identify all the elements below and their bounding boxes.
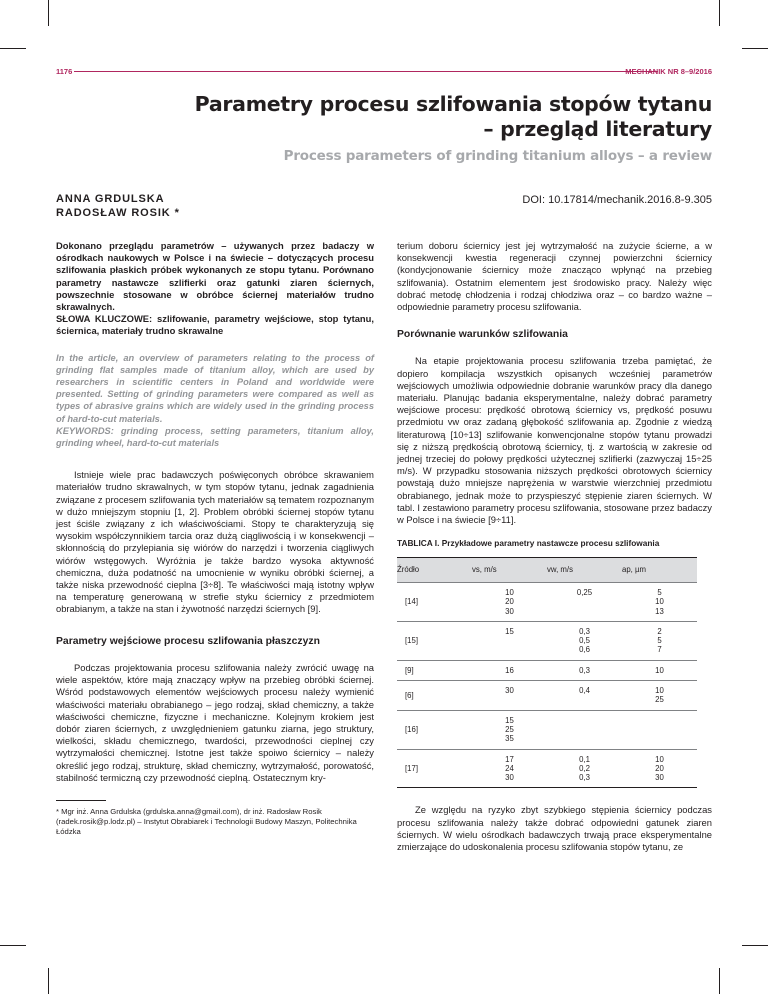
author-name: ANNA GRDULSKA (56, 193, 165, 205)
crop-mark (0, 945, 26, 946)
table-cell: 0,25 (547, 582, 622, 621)
table-cell: [15] (397, 621, 472, 660)
table-cell: 10 25 (622, 681, 697, 711)
title-line-2: – przegląd literatury (483, 117, 712, 141)
crop-mark (719, 968, 720, 994)
doi-link[interactable]: DOI: 10.17814/mechanik.2016.8-9.305 (522, 194, 712, 206)
article-subtitle: Process parameters of grinding titanium alloys – a review (283, 148, 712, 164)
table-row (397, 660, 697, 680)
table-cell: 0,4 (547, 681, 622, 711)
table-caption: TABLICA I. Przykładowe parametry nastawcze procesu szlifowania (397, 538, 660, 549)
continued-paragraph: terium doboru ściernicy jest jej wytrzymałość na zużycie ścierne, a w konsekwencji kwestia regeneracji czynnej powierzchni ściernicy (kondycjonowanie ściernicy może znacząco wpłynąć na przebieg szlifowania). Ostatnim elementem jest środowisko pracy. Należy więc dobrać metodę chłodzenia i rodzaj chłodziwa oraz – co bardzo ważne – odpowiednie parametry procesu szlifowania. (397, 240, 712, 313)
abstract-en (56, 352, 374, 450)
abstract-en-text: In the article, an overview of parameters relating to the process of grinding flat samples made of titanium alloy, which are used by researchers in scientific centers in Poland and worldwide were presented. Setting of grinding parameters were compared as well as types of abrasive grains which are widely used in the grinding process of hard-to-cut materials. (56, 352, 374, 424)
table-header-row (397, 557, 697, 582)
section-paragraph: Podczas projektowania procesu szlifowania należy zwrócić uwagę na wiele aspektów, które mają znaczący wpływ na przebieg obróbki ściernej. Wśród podstawowych elementów wejściowych procesu należy wymienić właściwości materiału obrabianego – jego rodzaj, skład chemiczny, a także właściwości chemiczne, fizyczne i mechaniczne. Kolejnym krokiem jest dobór ziaren ściernych, z uwzględnieniem gatunku ziarna, jego struktury, wielkości, składu chemicznego, twardości, przewodności cieplnej czy wytrzymałości chemicznej. Istotne jest także spoiwo ściernicy – należy określić jego rodzaj, strukturę, skład chemiczny, wytrzymałość, porowatość, stabilność termiczną czy przewodność cieplną. Ostatecznym kry- (56, 661, 374, 783)
table-row (397, 710, 697, 749)
after-table-paragraph: Ze względu na ryzyko zbyt szybkiego stępienia ściernicy podczas procesu szlifowania należy także dobrać odpowiedni gatunek ziaren ściernych. W wielu ośrodkach badawczych trwają prace eksperymentalne zmierzające do udoskonalenia procesu szlifowania stopów tytanu, ze (397, 804, 712, 853)
crop-mark (742, 48, 768, 49)
table-row (397, 749, 697, 788)
left-column (56, 240, 374, 837)
table-cell: [6] (397, 681, 472, 711)
crop-mark (48, 968, 49, 994)
table-cell: 10 20 30 (472, 582, 547, 621)
author-footnote: * Mgr inż. Anna Grdulska (grdulska.anna@gmail.com), dr inż. Radosław Rosik (radek.rosik@p.lodz.pl) – Instytut Obrabiarek i Technologii Budowy Maszyn, Politechnika Łódzka (56, 806, 357, 836)
page-number: 1176 (56, 67, 73, 76)
header-rule (74, 71, 658, 72)
keywords-pl: SŁOWA KLUCZOWE: szlifowanie, parametry wejściowe, stop tytanu, ściernica, materiały trudno skrawalne (56, 313, 374, 337)
table-cell (622, 710, 697, 749)
table-cell: 2 5 7 (622, 621, 697, 660)
table-cell: 10 20 30 (622, 749, 697, 788)
table-cell: [9] (397, 660, 472, 680)
table-cell: 16 (472, 660, 547, 680)
crop-mark (719, 0, 720, 26)
table-cell: [17] (397, 749, 472, 788)
author-list (56, 192, 180, 220)
column-header: Źródło (397, 557, 472, 582)
right-column (397, 240, 712, 853)
table-cell: 5 10 13 (622, 582, 697, 621)
table-cell (547, 710, 622, 749)
table-cell: [14] (397, 582, 472, 621)
parameters-table (397, 557, 697, 789)
crop-mark (0, 48, 26, 49)
abstract-pl: Dokonano przeglądu parametrów – używanych przez badaczy w ośrodkach naukowych w Polsce i na świecie – dotyczących procesu szlifowania płaskich próbek wykonanych ze stopu tytanu. Porównano parametry nastawcze szlifierki oraz gatunki ziaren ściernych, powszechnie stosowane w obróbce ściernej materiałów trudno skrawalnych. (56, 240, 374, 313)
footnote-rule (56, 800, 106, 801)
table-row (397, 621, 697, 660)
table-row (397, 582, 697, 621)
table-cell: 15 25 35 (472, 710, 547, 749)
column-header: vw, m/s (547, 557, 622, 582)
table-cell: 10 (622, 660, 697, 680)
table-cell: [16] (397, 710, 472, 749)
table-cell: 30 (472, 681, 547, 711)
author-name: RADOSŁAW ROSIK * (56, 207, 180, 219)
table-cell: 0,3 (547, 660, 622, 680)
keywords-en: KEYWORDS: grinding process, setting parameters, titanium alloy, grinding wheel, hard-to-cut materials (56, 425, 374, 449)
table-cell: 17 24 30 (472, 749, 547, 788)
crop-mark (48, 0, 49, 26)
column-header: vs, m/s (472, 557, 547, 582)
section-heading: Parametry wejściowe procesu szlifowania płaszczyzn (56, 635, 320, 647)
journal-name: MECHANIK NR 8–9/2016 (625, 67, 712, 76)
title-line-1: Parametry procesu szlifowania stopów tytanu (194, 92, 712, 116)
section-paragraph: Na etapie projektowania procesu szlifowania trzeba pamiętać, że dopiero kompilacja wszystkich opisanych wcześniej parametrów wejściowych umożliwia odpowiednie dobranie warunków pracy dla danego materiału. Planując badania eksperymentalne, należy dobrać parametry wejściowe procesu: prędkość obrotową ściernicy vs, prędkość posuwu przedmiotu vw oraz zadaną głębokość szlifowania ap. Zgodnie z wiedzą literaturową [10÷13] szlifowanie konwencjonalne stopów tytanu prowadzi się z niższą prędkością obrotową ściernicy, tj. z wartością w zakresie od jednej trzeciej do połowy prędkości użytecznej szlifierki (zazwyczaj 15÷25 m/s). W przypadku stosowania niższych prędkości obrotowych ściernicy powstają dużo mniejsze naprężenia w warstwie wierzchniej przedmiotu obrabianego, jednak może to przyspieszyć stępienie ziaren ściernych. W tabl. I zestawiono parametry procesu szlifowania, stosowane przez badaczy w Polsce i na świecie [9÷11]. (397, 355, 712, 526)
crop-mark (742, 945, 768, 946)
table-row (397, 681, 697, 711)
table-cell: 15 (472, 621, 547, 660)
intro-paragraph: Istnieje wiele prac badawczych poświęconych obróbce skrawaniem materiałów trudno skrawalnych, w tym stopów tytanu, jednak zagadnienia związane z procesem szlifowania tych materiałów są tematem rozpoznanym w dużo mniejszym stopniu [1, 2]. Problem obróbki ściernej stopów tytanu jest ściśle związany z ich właściwościami. Stopy te charakteryzują się wysokim współczynnikiem tarcia oraz dużą ciągliwością i w konsekwencji – skłonnością do przylepiania się wiórów do narzędzi i tworzenia ciągliwych wiórów wstęgowych. Wyróżnia je także bardzo wysoka aktywność chemiczna, duża podatność na umocnienie w wyniku obróbki ściernej, a także niska przewodność cieplna [3÷8]. Te właściwości mają istotny wpływ na temperaturę generowaną w strefie styku ściernicy z przedmiotem obrabianym, a także na stan i żywotność narzędzi ściernych [9]. (56, 469, 374, 615)
column-header: ap, µm (622, 557, 697, 582)
section-heading: Porównanie warunków szlifowania (397, 329, 568, 341)
table-cell: 0,1 0,2 0,3 (547, 749, 622, 788)
table-cell: 0,3 0,5 0,6 (547, 621, 622, 660)
article-title (152, 92, 712, 142)
